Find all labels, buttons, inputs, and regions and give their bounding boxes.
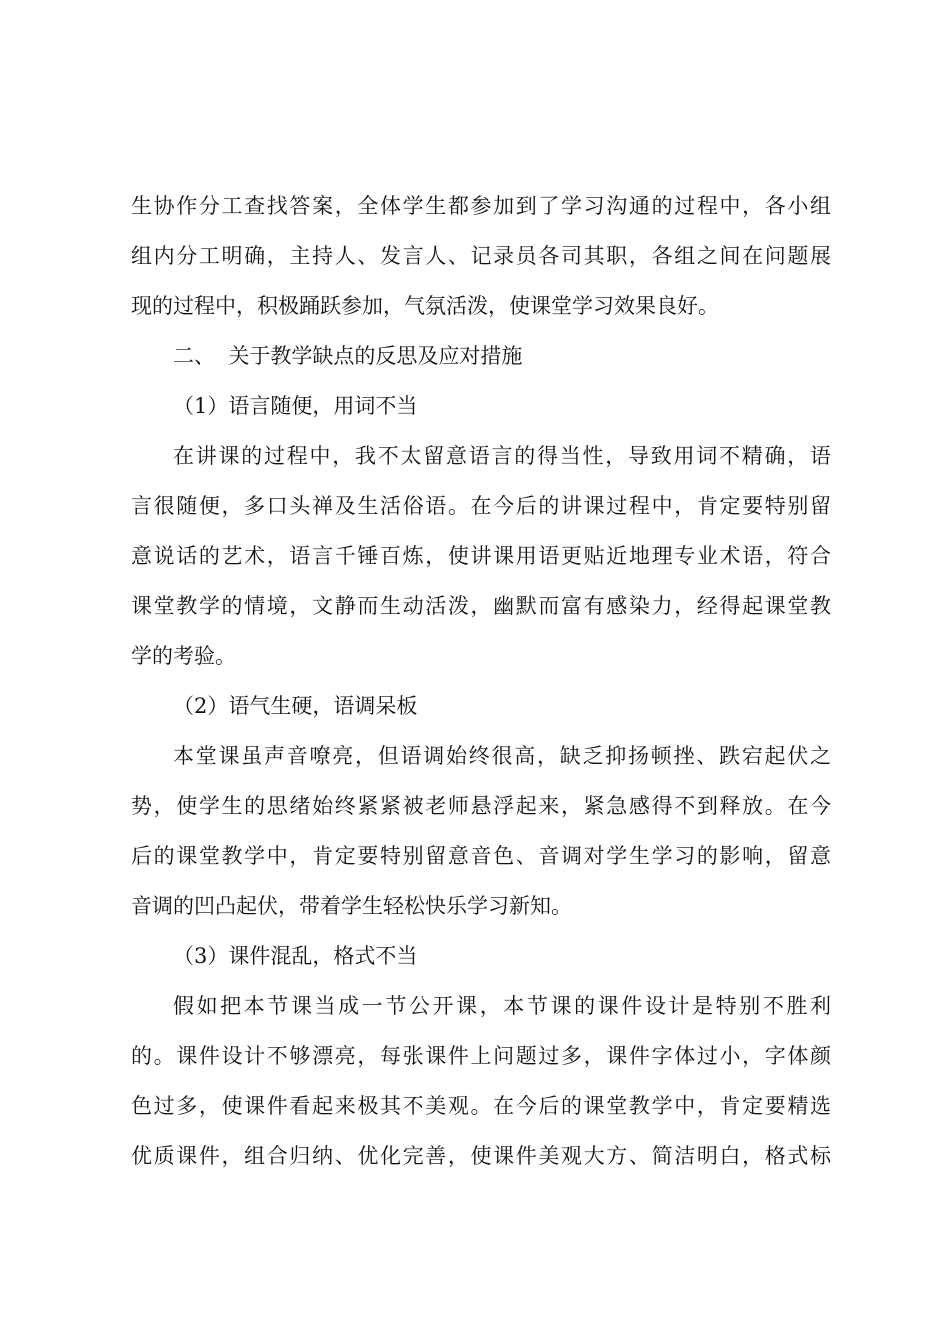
paragraph-line: 在讲课的过程中，我不太留意语言的得当性，导致用词不精确，语 [173,444,831,468]
section-heading: 二、 关于教学缺点的反思及应对措施 [173,344,523,368]
paragraph-line: 意说话的艺术，语言千锤百炼，使讲课用语更贴近地理专业术语，符合 [131,544,831,568]
paragraph-line: 假如把本节课当成一节公开课，本节课的课件设计是特别不胜利 [173,994,831,1018]
paragraph-line: 言很随便，多口头禅及生活俗语。在今后的讲课过程中，肯定要特别留 [131,494,831,518]
paragraph-line: 本堂课虽声音嘹亮，但语调始终很高，缺乏抑扬顿挫、跌宕起伏之 [173,744,831,768]
paragraph-line: 后的课堂教学中，肯定要特别留意音色、音调对学生学习的影响，留意 [131,844,831,868]
paragraph-line: 色过多，使课件看起来极其不美观。在今后的课堂教学中，肯定要精选 [131,1094,831,1118]
paragraph-line: 势，使学生的思绪始终紧紧被老师悬浮起来，紧急感得不到释放。在今 [131,794,831,818]
subsection-heading-2: （2）语气生硬，语调呆板 [173,694,418,718]
paragraph-line: 优质课件，组合归纳、优化完善，使课件美观大方、简洁明白，格式标 [131,1144,831,1168]
paragraph-line: 现的过程中，积极踊跃参加，气氛活泼，使课堂学习效果良好。 [131,294,719,318]
paragraph-line: 学的考验。 [131,644,236,668]
subsection-heading-1: （1）语言随便，用词不当 [173,394,418,418]
paragraph-line: 生协作分工查找答案，全体学生都参加到了学习沟通的过程中，各小组 [131,194,831,218]
subsection-heading-3: （3）课件混乱，格式不当 [173,944,418,968]
paragraph-line: 音调的凹凸起伏，带着学生轻松快乐学习新知。 [131,894,572,918]
paragraph-line: 组内分工明确，主持人、发言人、记录员各司其职，各组之间在问题展 [131,244,831,268]
paragraph-line: 的。课件设计不够漂亮，每张课件上问题过多，课件字体过小，字体颜 [131,1044,831,1068]
paragraph-line: 课堂教学的情境，文静而生动活泼，幽默而富有感染力，经得起课堂教 [131,594,831,618]
